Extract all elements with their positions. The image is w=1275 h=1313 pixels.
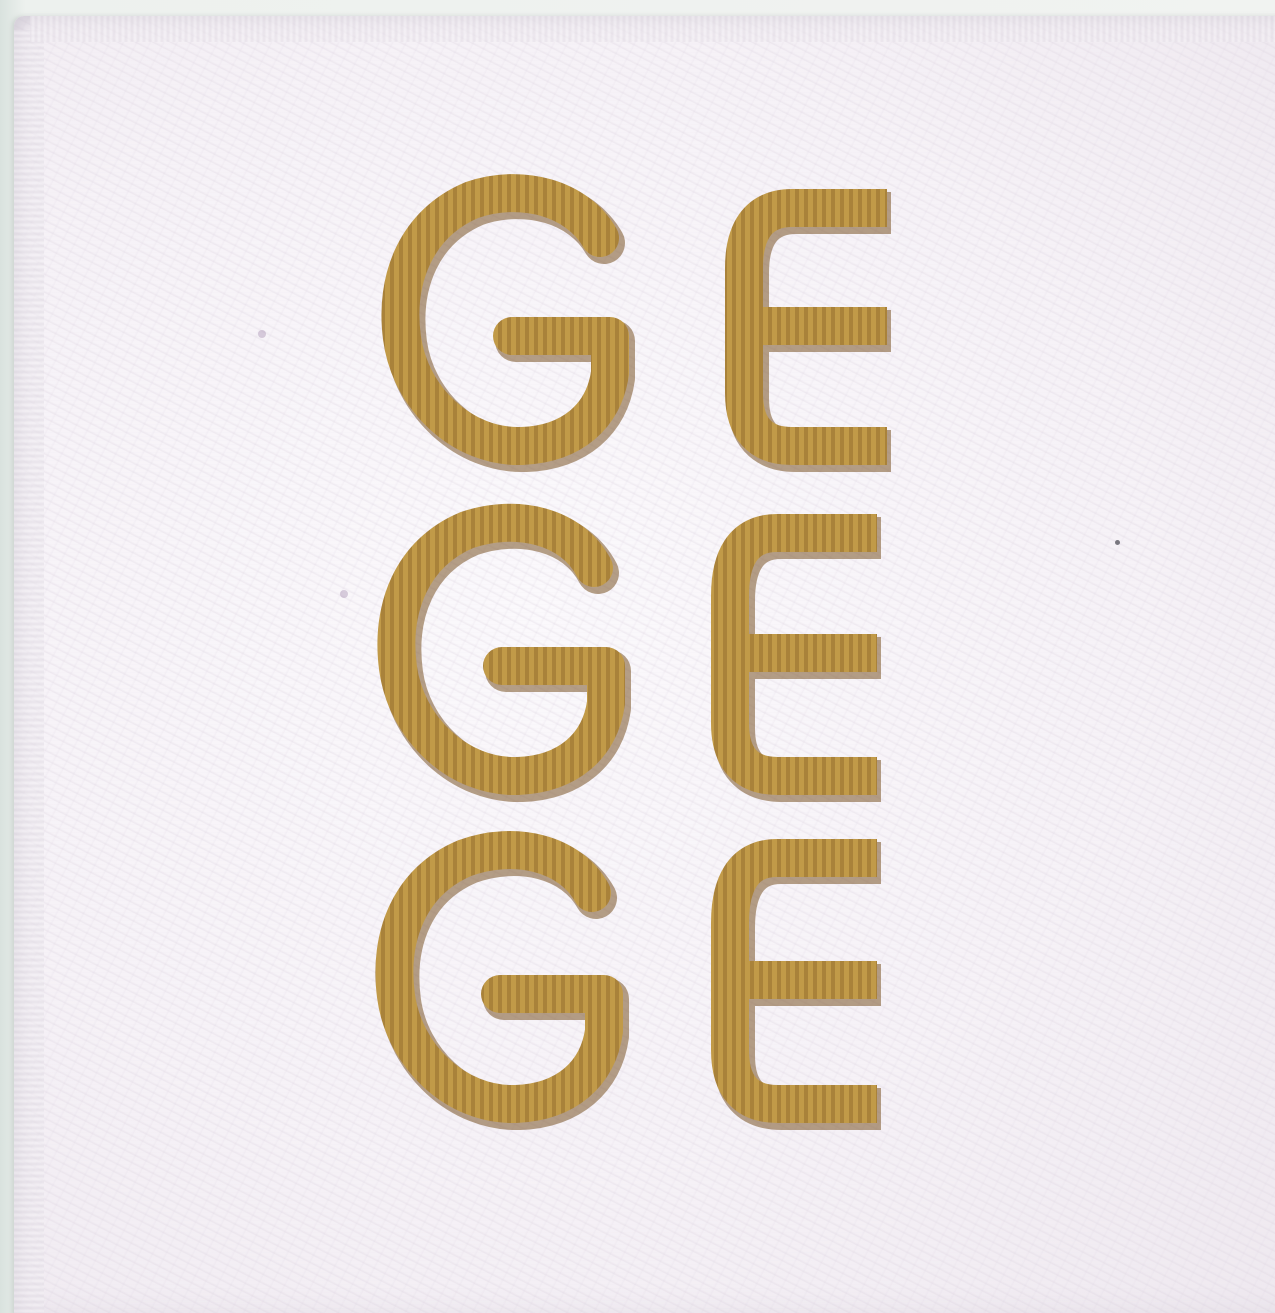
letter-e-stitching: [730, 858, 881, 1109]
label-top-edge: [30, 16, 1275, 42]
embroidered-monogram: [372, 178, 912, 1138]
letter-g-stitching: [394, 850, 608, 1109]
monogram-row: [372, 508, 912, 808]
monogram-row-embroidery: [372, 178, 912, 478]
letter-e-stitching: [730, 533, 881, 781]
loose-thread-speck: [258, 330, 266, 338]
monogram-row-embroidery: [372, 838, 912, 1138]
monogram-row-embroidery: [372, 508, 912, 808]
letter-e-stitching: [744, 208, 891, 451]
loose-thread-speck: [340, 590, 348, 598]
label-left-edge: [14, 30, 44, 1313]
letter-g-stitching: [400, 193, 614, 451]
monogram-row: [372, 178, 912, 478]
monogram-row: [372, 838, 912, 1138]
letter-g-stitching: [396, 523, 610, 781]
loose-thread-speck: [1115, 540, 1120, 545]
